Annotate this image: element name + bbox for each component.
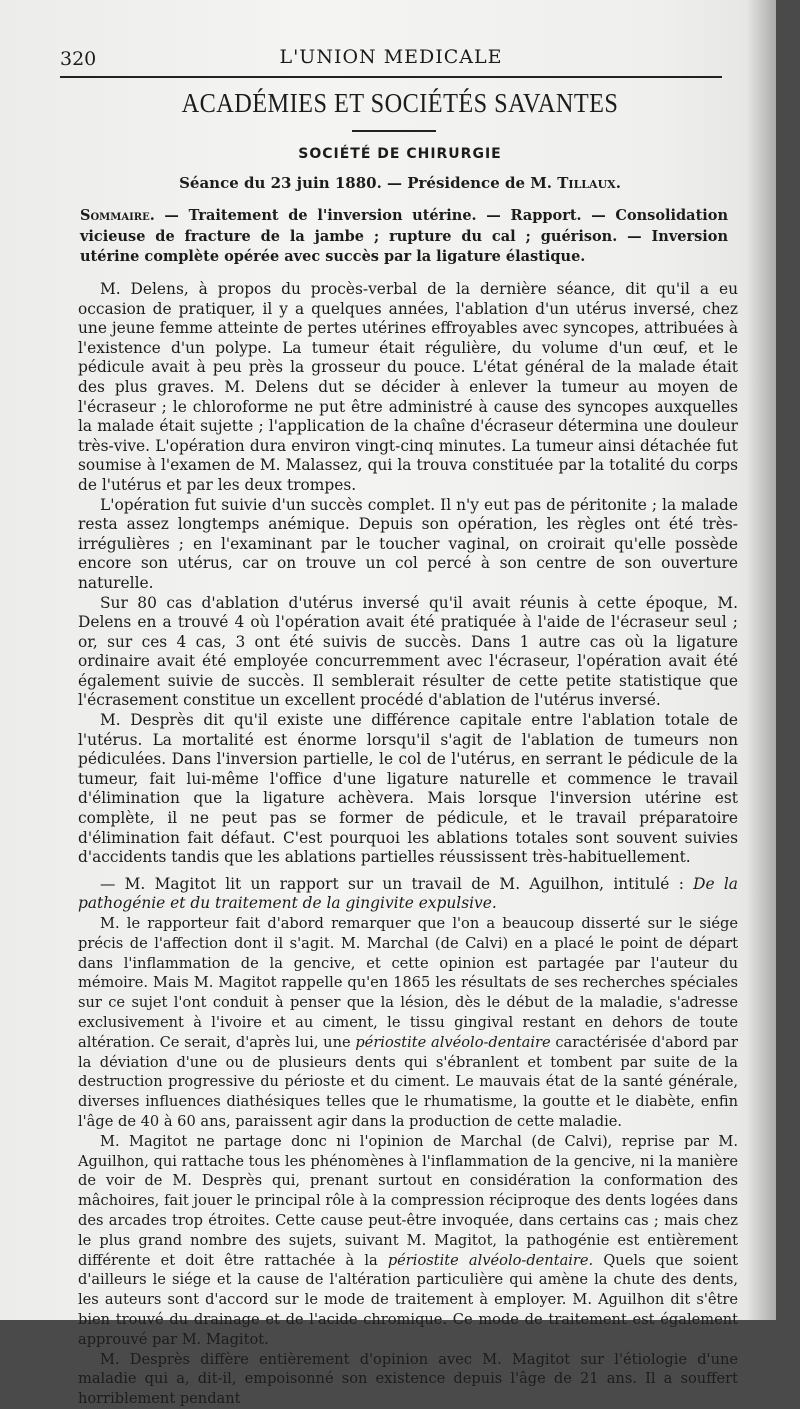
- summary-label: Sommaire.: [80, 207, 155, 224]
- session-president: Tillaux.: [557, 174, 621, 192]
- opinion-text-b: Quels que soient d'ailleurs le siége et la cause de l'altération particulière qui amène la chute des dents, les auteurs sont d'accord sur le mode de traitement à employer. M. Aguilhon dit s'être bien trouvé du drainage et de l'acide chromique. Ce mode de traitement est également approuvé par M. Magitot.: [78, 1251, 738, 1348]
- paragraph-delens: M. Delens, à propos du procès-verbal de la dernière séance, dit qu'il a eu occasion de pratiquer, il y a quelques années, l'ablation d'un utérus inversé, chez une jeune femme atteinte de pertes utérines effroyables avec syncopes, attribuées à l'existence d'un polype. La tumeur était régulière, du volume d'un œuf, et le pédicule avait à peu près la grosseur du pouce. L'état général de la malade était des plus graves. M. Delens dut se décider à enlever la tumeur au moyen de l'écraseur ; le chloroforme ne put être administré à cause des syncopes auxquelles la malade était sujette ; l'application de la chaîne d'écraseur détermina une douleur très-vive. L'opération dura environ vingt-cinq minutes. La tumeur ainsi détachée fut soumise à l'examen de M. Malassez, qui la trouva constituée par la totalité du corps de l'utérus et par les deux trompes.: [78, 280, 738, 494]
- session-line: [70, 174, 730, 192]
- article-body: [78, 280, 738, 1409]
- rapporteur-text-a: M. le rapporteur fait d'abord remarquer que l'on a beaucoup disserté sur le siége précis de l'affection dont il s'agit. M. Marchal (de Calvi) en a placé le point de départ dans l'inflammation de la gencive, et cette opinion est partagée par l'auteur du mémoire. Mais M. Magitot rappelle qu'en 1865 les résultats de ses recherches spéciales sur ce sujet l'ont conduit à penser que la lésion, dès le début de la maladie, s'adresse exclusivement à l'ivoire et au ciment, le tissu gingival restant en dehors de toute altération. Ce serait, d'après lui, une: [78, 915, 738, 1051]
- summary: [80, 206, 728, 268]
- paragraph-rapporteur: [78, 914, 738, 1132]
- running-title: L'UNION MEDICALE: [279, 46, 503, 68]
- paragraph-operation-result: L'opération fut suivie d'un succès complet. Il n'y eut pas de péritonite ; la malade resta assez longtemps anémique. Depuis son opération, les règles ont été très-irrégulières ; en l'examinant par le toucher vaginal, on croirait qu'elle possède encore son utérus, car on trouve un col percé à son centre de son ouverture naturelle.: [78, 495, 738, 592]
- society-heading: SOCIÉTÉ DE CHIRURGIE: [298, 146, 502, 162]
- report-intro: — M. Magitot lit un rapport sur un travail de M. Aguilhon, intitulé :: [100, 874, 694, 893]
- opinion-text-a: M. Magitot ne partage donc ni l'opinion de Marchal (de Calvi), reprise par M. Aguilhon, qui rattache tous les phénomènes à l'inflammation de la gencive, ni la manière de voir de M. Desprès qui, prenant surtout en considération la conformation des mâchoires, fait jouer le principal rôle à la compression réciproque des dents logées dans des arcades trop étroites. Cette cause peut-être invoquée, dans certains cas ; mais chez le plus grand nombre des sujets, suivant M. Magitot, la pathogénie est entièrement différente et doit être rattachée à la: [78, 1132, 738, 1269]
- paragraph-magitot-opinion: [78, 1132, 738, 1350]
- paragraph-statistics: Sur 80 cas d'ablation d'utérus inversé qu'il avait réunis à cette époque, M. Delens en a trouvé 4 où l'opération avait été pratiquée à l'aide de l'écraseur seul ; or, sur ces 4 cas, 3 ont été suivis de succès. Dans 1 autre cas où la ligature ordinaire avait été employée concurremment avec l'écraseur, l'opération avait été également suivie de succès. Il semblerait résulter de cette petite statistique que l'écrasement constitue un excellent procédé d'ablation de l'utérus inversé.: [78, 593, 738, 710]
- title-rule: [352, 130, 436, 132]
- page-header: [60, 44, 722, 78]
- page-edge-shadow: [746, 0, 776, 1320]
- paragraph-magitot-report: [78, 875, 738, 914]
- paragraph-despres: M. Desprès dit qu'il existe une différence capitale entre l'ablation totale de l'utérus. La mortalité est énorme lorsqu'il s'agit de l'ablation de tumeurs non pédiculées. Dans l'inversion partielle, le col de l'utérus, en serrant le pédicule de la tumeur, fait lui-même l'office d'une ligature naturelle et commence le travail d'élimination que la ligature achèvera. Mais lorsque l'inversion utérine est complète, il ne peut pas se former de pédicule, et le travail préparatoire d'élimination fait défaut. C'est pourquoi les ablations totales sont souvent suivies d'accidents tandis que les ablations partielles réussissent très-habituellement.: [78, 711, 738, 867]
- page-number: 320: [60, 48, 97, 70]
- report-title: De la pathogénie et du traitement de la gingivite expulsive.: [78, 874, 738, 913]
- rapporteur-text-b: caractérisée d'abord par la déviation d'une ou de plusieurs dents qui s'ébranlent et tombent par suite de la destruction progressive du périoste et du ciment. Le mauvais état de la santé générale, diverses influences diathésiques telles que le rhumatisme, la goutte et le diabète, enfin l'âge de 40 à 60 ans, paraissent agir dans la production de cette maladie.: [78, 1033, 738, 1130]
- rapporteur-term: périostite alvéolo-dentaire: [355, 1033, 551, 1051]
- summary-text: — Traitement de l'inversion utérine. — Rapport. — Consolidation vicieuse de fracture de la jambe ; rupture du cal ; guérison. — Inversion utérine complète opérée avec succès par la ligature élastique.: [80, 207, 728, 265]
- session-date: Séance du 23 juin 1880. — Présidence de M.: [179, 174, 558, 192]
- section-title: ACADÉMIES ET SOCIÉTÉS SAVANTES: [181, 88, 619, 118]
- opinion-term: périostite alvéolo-dentaire.: [387, 1251, 594, 1269]
- paragraph-despres-opinion: M. Desprès diffère entièrement d'opinion avec M. Magitot sur l'étiologie d'une maladie qui a, dit-il, empoisonné son existence depuis l'âge de 21 ans. Il a souffert horriblement pendant: [78, 1350, 738, 1408]
